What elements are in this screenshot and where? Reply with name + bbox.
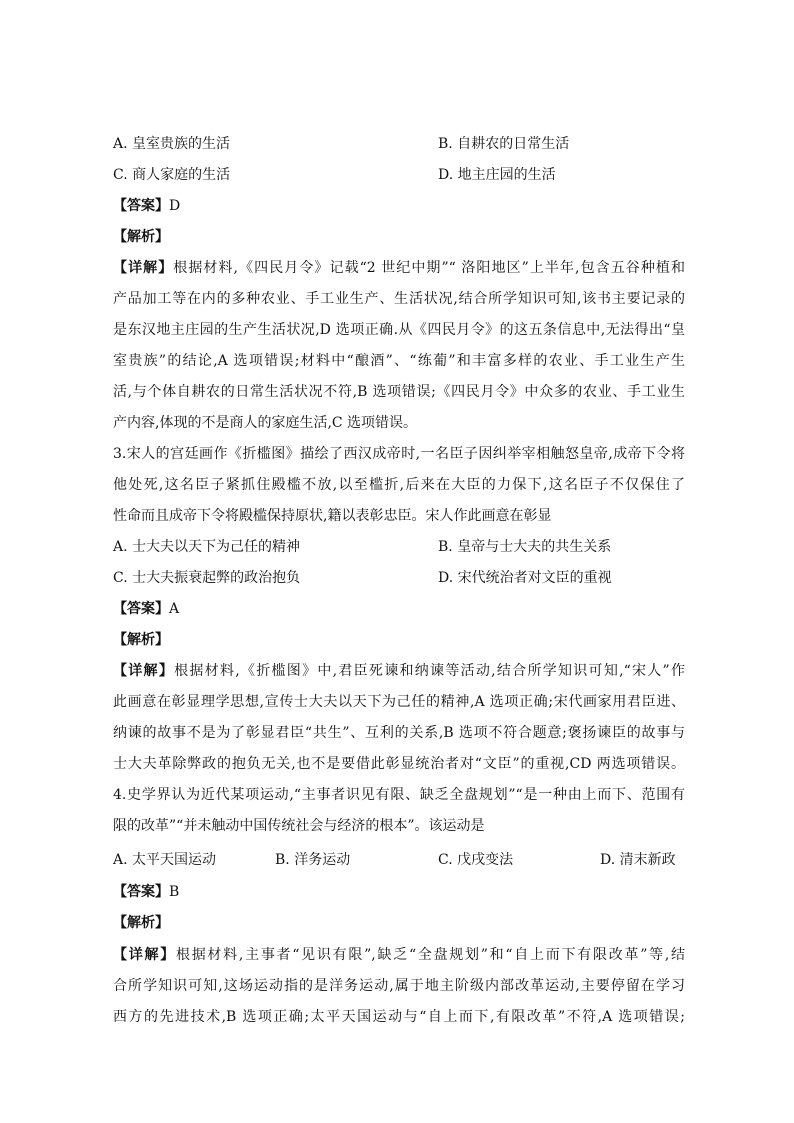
q2-analysis-label: 【解析】 [113, 229, 169, 245]
q2-option-b: B. 自耕农的日常生活 [438, 136, 570, 152]
q2-answer [113, 196, 685, 216]
q3-analysis-label: 【解析】 [113, 632, 169, 648]
q2-detail-line: 室贵族”的结论,A 选项错误;材料中“酿酒”、“练葡”和丰富多样的农业、手工业生产生 [113, 353, 685, 369]
answer-value: B [169, 884, 180, 900]
q3-option-c: C. 士大夫振衰起弊的政治抱负 [113, 570, 301, 586]
answer-value: D [169, 198, 181, 214]
q4-detail-line: 西方的先进技术,B 选项正确;太平天国运动与“自上而下,有限改革”不符,A 选项错误; [113, 1009, 685, 1025]
q3-option-a: A. 士大夫以天下为己任的精神 [113, 539, 301, 555]
q3-detail-line: 士大夫革除弊政的抱负无关,也不是要借此彰显统治者对“文臣”的重视,CD 两选项错误。 [113, 756, 685, 772]
q2-detail-line: 活,与个体自耕农的日常生活状况不符,B 选项错误;《四民月令》中众多的农业、手工业生 [113, 384, 685, 400]
q3-option-d: D. 宋代统治者对文臣的重视 [438, 570, 612, 586]
q3-detail-line [113, 661, 685, 681]
detail-label: 【详解】 [113, 947, 176, 963]
q2-detail-line: 是东汉地主庄园的生产生活状况,D 选项正确.从《四民月令》的这五条信息中,无法得出“皇 [113, 322, 685, 338]
q4-stem-line: 4.史学界认为近代某项运动,“主事者识见有限、缺乏全盘规划”“是一种由上而下、范围有 [113, 787, 685, 803]
q3-option-b: B. 皇帝与士大夫的共生关系 [438, 539, 612, 555]
q2-option-c: C. 商人家庭的生活 [113, 167, 231, 183]
detail-text: 根据材料,《折槛图》中,君臣死谏和纳谏等活动,结合所学知识可知,“宋人”作 [174, 663, 685, 679]
q4-detail-line [113, 945, 685, 965]
q4-option-c: C. 戊戌变法 [438, 852, 514, 868]
q4-detail-line: 合所学知识可知,这场运动指的是洋务运动,属于地主阶级内部改革运动,主要停留在学习 [113, 978, 685, 994]
detail-label: 【详解】 [113, 663, 175, 679]
q2-option-a: A. 皇室贵族的生活 [113, 136, 231, 152]
detail-label: 【详解】 [113, 260, 174, 276]
q4-stem-line: 限的改革”“并未触动中国传统社会与经济的根本”。该运动是 [113, 818, 485, 834]
answer-value: A [169, 601, 180, 617]
q3-detail-line: 纳谏的故事不是为了彰显君臣“共生”、互利的关系,B 选项不符合题意;褒扬谏臣的故事与 [113, 725, 685, 741]
q2-detail-line [113, 258, 685, 278]
detail-text: 根据材料,主事者“见识有限”,缺乏“全盘规划”和“自上而下有限改革”等,结 [175, 947, 686, 963]
q4-option-a: A. 太平天国运动 [113, 852, 217, 868]
q4-option-d: D. 清末新政 [600, 852, 676, 868]
q4-answer [113, 882, 685, 902]
q3-stem-line: 3.宋人的宫廷画作《折槛图》描绘了西汉成帝时,一名臣子因纠举宰相触怒皇帝,成帝下令将 [113, 446, 685, 462]
q3-stem-line: 性命而且成帝下令将殿槛保持原状,籍以表彰忠臣。宋人作此画意在彰显 [113, 508, 552, 524]
answer-label: 【答案】 [113, 884, 169, 900]
q2-option-d: D. 地主庄园的生活 [438, 167, 556, 183]
q2-detail-line: 产内容,体现的不是商人的家庭生活,C 选项错误。 [113, 415, 418, 431]
q2-detail-line: 产品加工等在内的多种农业、手工业生产、生活状况,结合所学知识可知,该书主要记录的 [113, 291, 685, 307]
answer-label: 【答案】 [113, 198, 169, 214]
q3-detail-line: 此画意在彰显理学思想,宣传士大夫以天下为己任的精神,A 选项正确;宋代画家用君臣进、 [113, 694, 685, 710]
q3-stem-line: 他处死,这名臣子紧抓住殿槛不放,以至槛折,后来在大臣的力保下,这名臣子不仅保住了 [113, 477, 685, 493]
answer-label: 【答案】 [113, 601, 169, 617]
q4-analysis-label: 【解析】 [113, 915, 169, 931]
q4-option-b: B. 洋务运动 [275, 852, 351, 868]
q3-answer [113, 599, 685, 619]
detail-text: 根据材料,《四民月令》记载“2 世纪中期”“ 洛阳地区”上半年,包含五谷种植和 [173, 260, 685, 276]
